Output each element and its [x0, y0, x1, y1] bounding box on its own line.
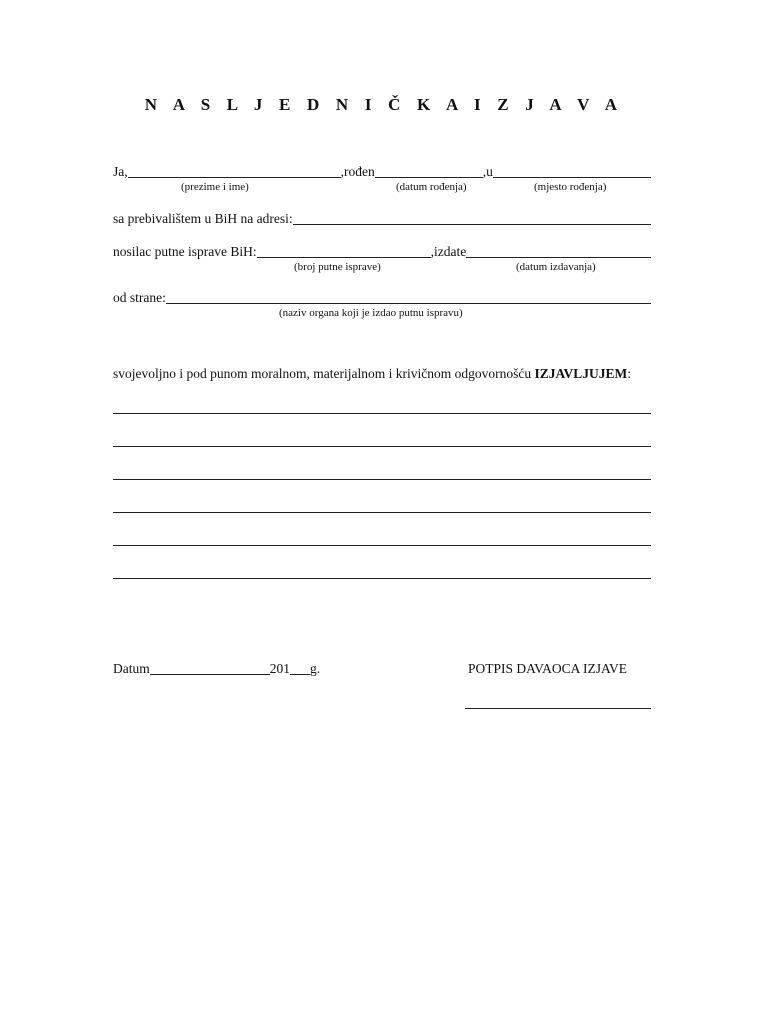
place-label: ,u — [482, 164, 493, 179]
hint-birth-place: (mjesto rođenja) — [534, 181, 607, 193]
authority-field[interactable] — [166, 290, 651, 304]
hint-birth-date: (datum rođenja) — [396, 181, 467, 193]
declaration-line[interactable] — [113, 578, 651, 579]
declaration-line[interactable] — [113, 479, 651, 480]
address-row — [113, 209, 651, 227]
hint-document-number: (broj putne isprave) — [294, 261, 381, 273]
date-label: Datum — [113, 661, 150, 676]
authority-label: od strane: — [113, 290, 166, 305]
name-field[interactable] — [128, 164, 341, 178]
date-row — [113, 661, 320, 677]
statement-text: svojevoljno i pod punom moralnom, materijalnom i krivičnom odgovornošću — [113, 366, 535, 381]
address-field[interactable] — [293, 211, 651, 225]
signature-label: POTPIS DAVAOCA IZJAVE — [468, 661, 628, 676]
statement-line — [113, 366, 631, 382]
declaration-line[interactable] — [113, 446, 651, 447]
statement-suffix: : — [627, 366, 631, 381]
statement-emphasis: IZJAVLJUJEM — [534, 366, 628, 381]
born-label: ,rođen — [340, 164, 375, 179]
declaration-line[interactable] — [113, 545, 651, 546]
issue-date-field[interactable] — [466, 244, 651, 258]
birth-date-field[interactable] — [375, 164, 483, 178]
birth-place-field[interactable] — [493, 164, 651, 178]
authority-row — [113, 288, 651, 306]
document-number-field[interactable] — [257, 244, 431, 258]
hint-issue-date: (datum izdavanja) — [516, 261, 596, 273]
issued-label: ,izdate — [430, 244, 467, 259]
document-title: N A S L J E D N I Č K A I Z J A V A — [144, 95, 624, 114]
declaration-line[interactable] — [113, 512, 651, 513]
travel-document-row — [113, 242, 651, 260]
identity-row — [113, 162, 651, 180]
year-field[interactable] — [290, 661, 310, 675]
year-prefix: 201 — [269, 661, 290, 676]
declaration-line[interactable] — [113, 413, 651, 414]
signature-field[interactable] — [465, 708, 651, 709]
hint-name: (prezime i ime) — [181, 181, 249, 193]
ja-label: Ja, — [113, 164, 128, 179]
date-field[interactable] — [150, 661, 270, 675]
year-suffix: g. — [310, 661, 321, 676]
address-label: sa prebivalištem u BiH na adresi: — [113, 211, 293, 226]
hint-authority: (naziv organa koji je izdao putnu ispravu) — [279, 307, 463, 319]
travel-document-label: nosilac putne isprave BiH: — [113, 244, 257, 259]
